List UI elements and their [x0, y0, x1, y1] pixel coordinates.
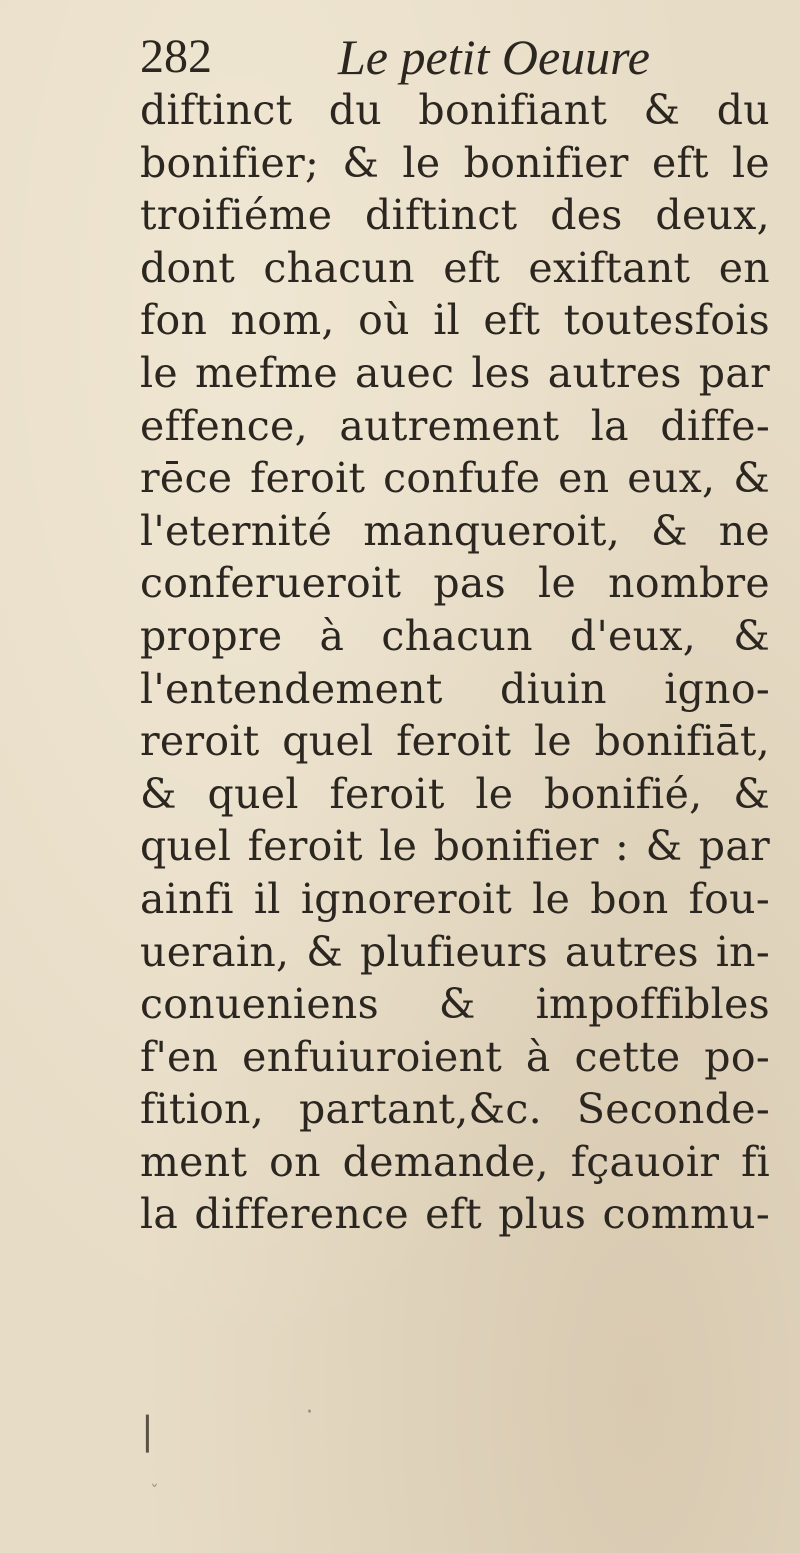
page-number: 282	[140, 30, 212, 83]
ink-mark: ˇ	[150, 1482, 159, 1503]
text-line: rēce feroit confufe en eux, &	[140, 454, 770, 503]
text-line: uerain, & plufieurs autres in-	[140, 927, 770, 976]
text-line: ment on demande, fçauoir fi	[140, 1137, 770, 1186]
text-line: f'en enfuiuroient à cette po-	[140, 1032, 770, 1081]
text-line: bonifier; & le bonifier eft le	[140, 138, 770, 187]
text-line: conferueroit pas le nombre	[140, 559, 770, 608]
text-line: l'entendement diuin igno-	[140, 664, 770, 713]
text-line: propre à chacun d'eux, &	[140, 611, 770, 660]
text-line: quel feroit le bonifier : & par	[140, 822, 770, 871]
text-line: diftinct du bonifiant & du	[140, 86, 770, 134]
text-line: la difference eft plus commu-	[140, 1190, 770, 1239]
text-line: fition, partant,&c. Seconde-	[140, 1085, 770, 1134]
text-line: reroit quel feroit le bonifiāt,	[140, 717, 770, 766]
text-line: troifiéme diftinct des deux,	[140, 191, 770, 240]
ink-mark: ⎸	[146, 1410, 185, 1454]
text-line: fon nom, où il eft toutesfois	[140, 296, 770, 345]
text-line: & quel feroit le bonifié, &	[140, 769, 770, 818]
text-line: dont chacun eft exiftant en	[140, 243, 770, 292]
ink-mark: ·	[306, 1400, 313, 1425]
body-text	[140, 84, 770, 1241]
page-header	[140, 22, 760, 92]
text-line: l'eternité manqueroit, & ne	[140, 506, 770, 555]
text-line: conueniens & impoffibles	[140, 980, 770, 1029]
text-line: ainfi il ignoreroit le bon fou-	[140, 874, 770, 923]
running-title: Le petit Oeuure	[338, 29, 650, 85]
text-line: le mefme auec les autres par	[140, 348, 770, 397]
text-line: effence, autrement la diffe-	[140, 401, 770, 450]
